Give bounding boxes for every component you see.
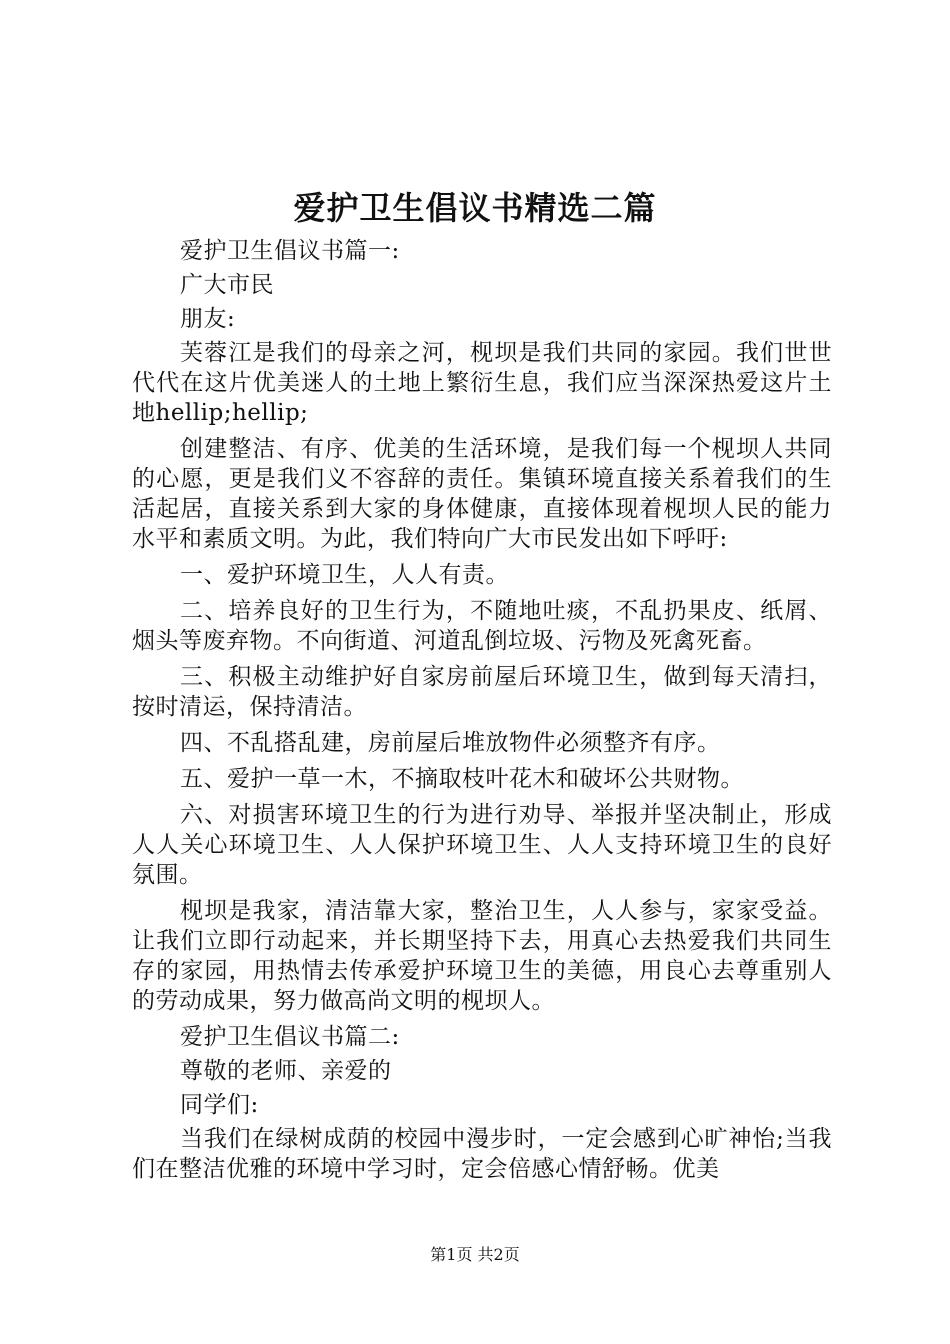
salutation-line-2: 朋友: [180, 306, 236, 332]
closing-paragraph: 枧坝是我家，清洁靠大家，整治卫生，人人参与，家家受益。让我们立即行动起来，并长期坚持下去，用真心去热爱我们共同生存的家园，用热情去传承爱护环境卫生的美德，用良心去尊重别人的劳动成果，努力做高尚文明的枧坝人。 [132, 898, 832, 1014]
body-paragraph: 芙蓉江是我们的母亲之河，枧坝是我们共同的家园。我们世世代代在这片优美迷人的土地上繁衍生息，我们应当深深热爱这片土地hellip;hellip; [132, 340, 832, 426]
list-item-4: 四、不乱搭乱建，房前屋后堆放物件必须整齐有序。 [180, 730, 721, 756]
section-heading-1: 爱护卫生倡议书篇一: [180, 238, 400, 264]
document-body [132, 236, 832, 1190]
page-footer: 第1页 共2页 [430, 1245, 520, 1264]
list-item-2: 二、培养良好的卫生行为，不随地吐痰，不乱扔果皮、纸屑、烟头等废弃物。不向街道、河道乱倒垃圾、污物及死禽死畜。 [132, 598, 832, 654]
salutation-line-3: 尊敬的老师、亲爱的 [180, 1058, 392, 1084]
document-title: 爱护卫生倡议书精选二篇 [293, 189, 657, 227]
list-item-3: 三、积极主动维护好自家房前屋后环境卫生，做到每天清扫，按时清运，保持清洁。 [132, 664, 832, 720]
list-item-5: 五、爱护一草一木，不摘取枝叶花木和破坏公共财物。 [180, 766, 744, 792]
section-heading-2: 爱护卫生倡议书篇二: [180, 1024, 400, 1050]
body-paragraph: 当我们在绿树成荫的校园中漫步时，一定会感到心旷神怡;当我们在整洁优雅的环境中学习时，定会倍感心情舒畅。优美 [132, 1126, 832, 1182]
salutation-line-4: 同学们: [180, 1092, 259, 1118]
body-paragraph: 创建整洁、有序、优美的生活环境，是我们每一个枧坝人共同的心愿，更是我们义不容辞的责任。集镇环境直接关系着我们的生活起居，直接关系到大家的身体健康，直接体现着枧坝人民的能力水平和素质文明。为此，我们特向广大市民发出如下呼吁: [132, 436, 832, 552]
list-item-1: 一、爱护环境卫生，人人有责。 [180, 562, 509, 588]
list-item-6: 六、对损害环境卫生的行为进行劝导、举报并坚决制止，形成人人关心环境卫生、人人保护环境卫生、人人支持环境卫生的良好氛围。 [132, 802, 832, 888]
salutation-line-1: 广大市民 [180, 272, 274, 298]
